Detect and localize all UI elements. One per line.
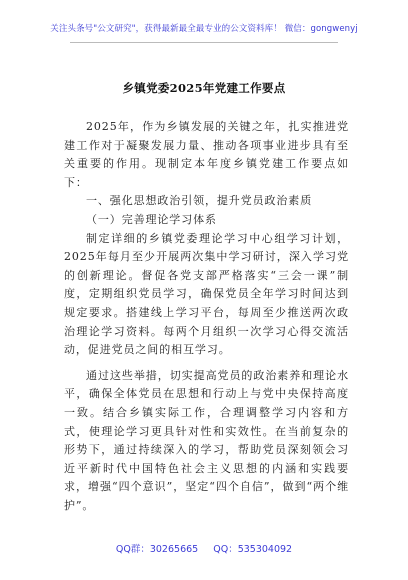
section-heading: 一、强化思想政治引领，提升党员政治素质 — [86, 194, 313, 208]
body-paragraph: 制定详细的乡镇党委理论学习中心组学习计划，2025年每月至少开展两次集中学习研讨，深入学习党的创新理论。督促各党支部严格落实“三会一课”制度，定期组织党员学习，确保党员全年学习时间达到规定要求。搭建线上学习平台，每周至少推送两次政治理论学习资料。每两个月组织一次学习心得交流活动，促进党员之间的相互学习。 — [64, 231, 349, 357]
body-paragraph: 通过这些举措，切实提高党员的政治素养和理论水平，确保全体党员在思想和行动上与党中央保持高度一致。结合乡镇实际工作，合理调整学习内容和方式，使理论学习更具针对性和实效性。在当前复杂的形势下，通过持续深入的学习，帮助党员深刻领会习近平新时代中国特色社会主义思想的内涵和实践要求，增强“四个意识”，坚定“四个自信”，做到“两个维护”。 — [64, 368, 349, 512]
intro-paragraph: 2025年，作为乡镇发展的关键之年，扎实推进党建工作对于凝聚发展力量、推动各项事业进步具有至关重要的作用。现制定本年度乡镇党建工作要点如下： — [64, 120, 349, 189]
footer-qq: QQ：535304092 — [213, 544, 293, 555]
document-body — [64, 118, 349, 515]
subsection-heading: （一）完善理论学习体系 — [86, 212, 217, 226]
header-banner: 关注头条号"公文研究"，获得最新最全最专业的公文资料库！ 微信：gongwenyj — [50, 24, 358, 34]
footer-contact — [0, 541, 408, 555]
footer-qq-group: QQ群：30265665 — [115, 544, 199, 555]
header-divider — [70, 42, 338, 43]
document-title: 乡镇党委2025年党建工作要点 — [122, 81, 286, 95]
